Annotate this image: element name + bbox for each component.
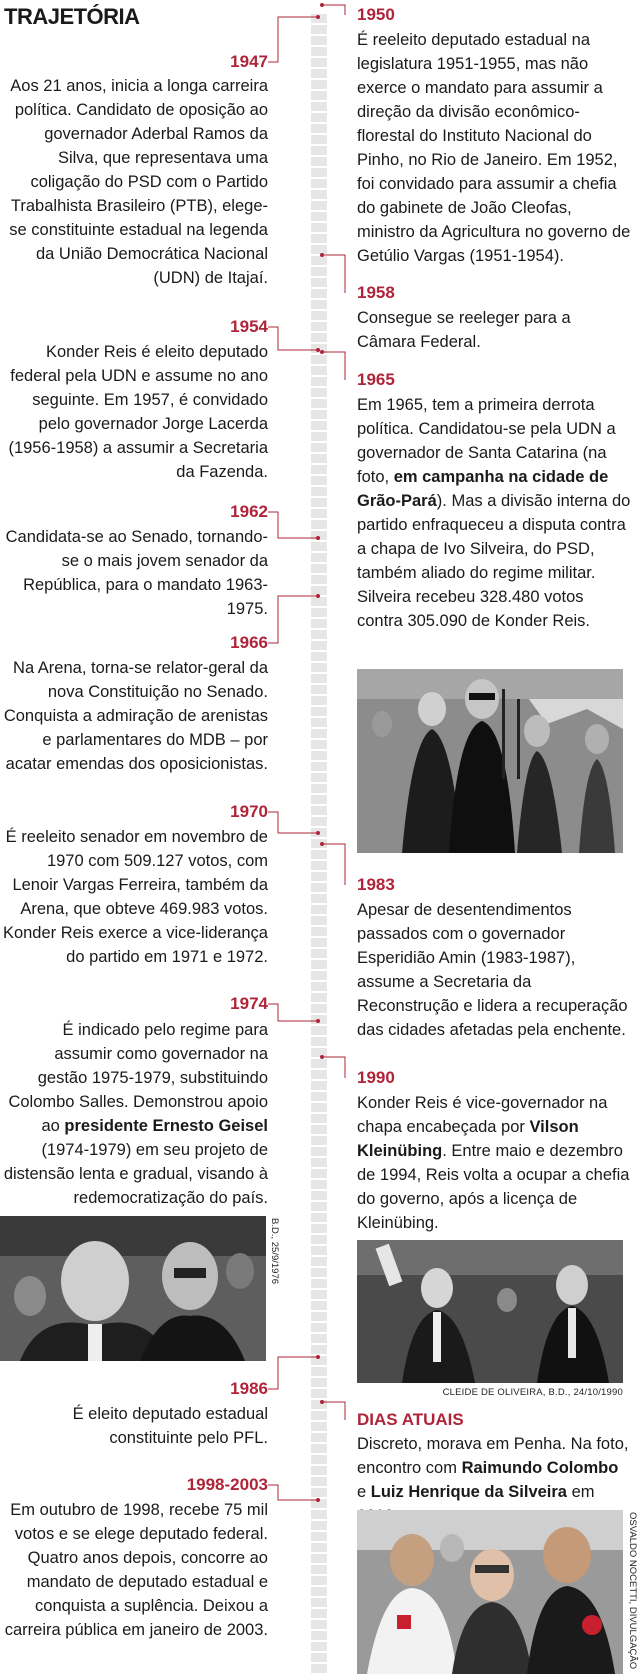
entry-1970-text: É reeleito senador em novembro de 1970 com 509.127 votos, com Lenoir Vargas Ferreira, também da Arena, que obteve 469.983 votos. Konder Reis exerce a vice-liderança do partido em 1971 e 1972.: [2, 828, 268, 966]
year-1954: 1954: [230, 317, 268, 336]
year-1983: 1983: [357, 875, 395, 894]
year-dias-atuais: DIAS ATUAIS: [357, 1410, 464, 1429]
entry-1990-text: Konder Reis é vice-governador na chapa encabeçada por Vilson Kleinübing. Entre maio e dezembro de 1994, Reis volta a ocupar a chefia do governo, após a licença de Kleinübing.: [357, 1094, 630, 1232]
entry-1986-text: É eleito deputado estadual constituinte pelo PFL.: [72, 1405, 268, 1447]
entry-1966-text: Na Arena, torna-se relator-geral da nova Constituição no Senado. Conquista a admiração de arenistas e parlamentares do MDB – por acatar emendas dos oposicionistas.: [3, 659, 268, 773]
colombo-highlight: Raimundo Colombo: [461, 1459, 619, 1477]
entry-1983-text: Apesar de desentendimentos passados com o governador Esperidião Amin (1983-1987), assume a Secretaria da Reconstrução e lidera a recuperação das cidades afetadas pela enchente.: [357, 901, 628, 1039]
year-1947: 1947: [230, 52, 268, 71]
year-1974: 1974: [230, 994, 268, 1013]
credit-dias-atuais: OSVALDO NOCETTI, DIVULGAÇÃO: [627, 1512, 638, 1670]
timeline-spine: [311, 14, 327, 1674]
kleinubing-highlight: Vilson Kleinübing: [357, 1118, 579, 1160]
year-1998-2003: 1998-2003: [186, 1475, 268, 1494]
year-1962: 1962: [230, 502, 268, 521]
credit-1974: B.D., 25/9/1976: [269, 1218, 280, 1285]
year-1958: 1958: [357, 283, 395, 302]
year-1990: 1990: [357, 1068, 395, 1087]
luiz-henrique-highlight: Luiz Henrique da Silveira: [370, 1483, 567, 1501]
grao-para-highlight: em campanha na cidade de Grão-Pará: [357, 468, 609, 510]
entry-1974-text: É indicado pelo regime para assumir como governador na gestão 1975-1979, substituindo Colombo Salles. Demonstrou apoio ao presidente Ernesto Geisel (1974-1979) em seu projeto de distensão lenta e gradual, visando à redemocratização do país.: [3, 1021, 268, 1207]
entry-1998-2003-text: Em outubro de 1998, recebe 75 mil votos e se elege deputado federal. Quatro anos depois, concorre ao mandato de deputado estadual e conquista a suplência. Deixou a carreira pública em janeiro de 2003.: [4, 1501, 268, 1639]
entry-1962-text: Candidata-se ao Senado, tornando-se o mais jovem senador da República, para o mandato 1963-1975.: [5, 528, 268, 618]
credit-1990: CLEIDE DE OLIVEIRA, B.D., 24/10/1990: [442, 1387, 623, 1398]
geisel-highlight: presidente Ernesto Geisel: [64, 1117, 268, 1135]
photo-1974-geisel: [0, 1216, 266, 1361]
photo-dias-atuais: [357, 1510, 623, 1674]
page-title: TRAJETÓRIA: [4, 4, 140, 29]
entry-1947-text: Aos 21 anos, inicia a longa carreira política. Candidato de oposição ao governador Aderbal Ramos da Silva, que representava uma coligação do PSD com o Partido Trabalhista Brasileiro (PTB), elege-se constituinte estadual na legenda da União Democrática Nacional (UDN) de Itajaí.: [9, 77, 268, 287]
year-1986: 1986: [230, 1379, 268, 1398]
entry-dias-atuais-text: Discreto, morava em Penha. Na foto, encontro com Raimundo Colombo e Luiz Henrique da Silveira em: [357, 1435, 629, 1501]
year-1965: 1965: [357, 370, 395, 389]
year-1950: 1950: [357, 5, 395, 24]
year-1970: 1970: [230, 802, 268, 821]
entry-1950-text: É reeleito deputado estadual na legislatura 1951-1955, mas não exerce o mandato para assumir a direção da divisão econômico-florestal do Instituto Nacional do Pinho, no Rio de Janeiro. Em 1952, foi convidado para assumir a chefia do gabinete de João Cleofas, ministro da Agricultura no governo de Getúlio Vargas (1951-1954).: [357, 31, 631, 265]
year-1966: 1966: [230, 633, 268, 652]
entry-1965-text: Em 1965, tem a primeira derrota política. Candidatou-se pela UDN a governador de Santa Catarina (na foto, em campanha na cidade de Grão-Pará). Mas a divisão interna do partido enfraqueceu a disputa contra a chapa de Ivo Silveira, do PSD, também aliado do regime militar. Silveira recebeu 328.480 votos contra 305.090 de Konder Reis.: [357, 396, 631, 630]
photo-1965-campaign: [357, 669, 623, 853]
photo-1990-kleinubing: [357, 1240, 623, 1383]
entry-1954-text: Konder Reis é eleito deputado federal pela UDN e assume no ano seguinte. Em 1957, é convidado pelo governador Jorge Lacerda (1956-1958) a assumir a Secretaria da Fazenda.: [8, 343, 268, 481]
entry-1958-text: Consegue se reeleger para a Câmara Federal.: [357, 309, 571, 351]
